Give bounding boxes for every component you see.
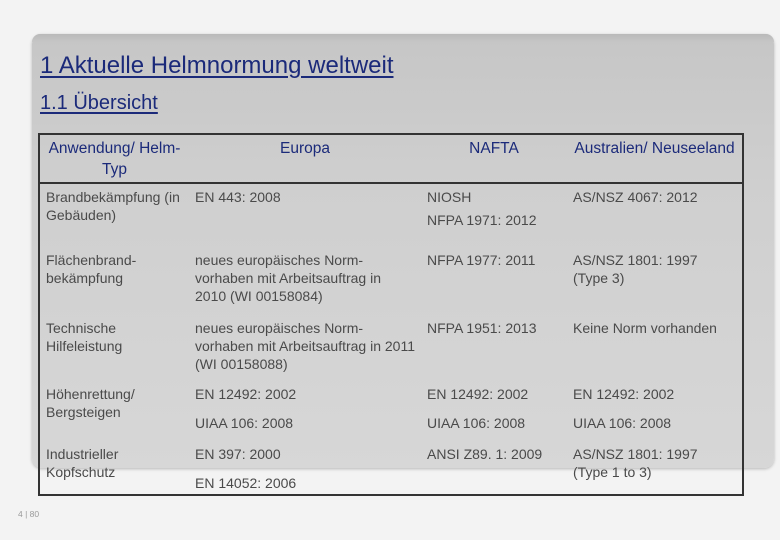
- table-header-row: [39, 134, 743, 183]
- helmet-standards-table: [38, 133, 744, 496]
- cell-australien: [567, 247, 743, 315]
- slide-subtitle: 1.1 Übersicht: [40, 92, 158, 114]
- page-number: 4 | 80: [18, 509, 40, 519]
- cell-australien: [567, 381, 743, 441]
- table-row: [39, 441, 743, 495]
- cell-europa: [189, 381, 421, 441]
- standard-entry: NFPA 1971: 2012: [427, 212, 537, 228]
- panel-header-band: [32, 34, 774, 42]
- standard-entry: NIOSH: [427, 189, 472, 205]
- standard-entry: neues europäisches Norm-vorhaben mit Arbeitsauftrag in 2010 (WI 00158084): [195, 252, 381, 304]
- cell-nafta: [421, 381, 567, 441]
- standard-entry: NFPA 1951: 2013: [427, 320, 537, 336]
- table-row: [39, 315, 743, 381]
- column-header-anwendung: Anwendung/ Helm-Typ: [48, 140, 181, 178]
- standard-entry: NFPA 1977: 2011: [427, 252, 536, 268]
- standard-entry: UIAA 106: 2008: [195, 415, 294, 431]
- cell-europa: [189, 315, 421, 381]
- standard-entry: AS/NSZ 4067: 2012: [573, 189, 698, 205]
- cell-australien: [567, 441, 743, 495]
- cell-anwendung: Technische Hilfeleistung: [46, 320, 123, 354]
- cell-australien: [567, 183, 743, 247]
- standard-entry: Keine Norm vorhanden: [573, 320, 717, 336]
- cell-europa: [189, 183, 421, 247]
- cell-australien: [567, 315, 743, 381]
- standard-entry: EN 14052: 2006: [195, 475, 297, 491]
- standard-entry: UIAA 106: 2008: [427, 415, 526, 431]
- standard-entry: neues europäisches Norm-vorhaben mit Arbeitsauftrag in 2011 (WI 00158088): [195, 320, 415, 372]
- slide-title: 1 Aktuelle Helmnormung weltweit: [40, 52, 394, 79]
- standard-entry: EN 12492: 2002: [195, 386, 297, 402]
- standard-entry: EN 12492: 2002: [427, 386, 529, 402]
- column-header-europa: Europa: [280, 140, 330, 157]
- cell-nafta: [421, 441, 567, 495]
- cell-anwendung: Industrieller Kopfschutz: [46, 446, 119, 480]
- cell-europa: [189, 247, 421, 315]
- standard-entry: EN 397: 2000: [195, 446, 281, 462]
- cell-nafta: [421, 315, 567, 381]
- cell-anwendung: Höhenrettung/ Bergsteigen: [46, 386, 135, 420]
- column-header-nafta: NAFTA: [469, 140, 519, 157]
- cell-nafta: [421, 247, 567, 315]
- table-row: [39, 381, 743, 441]
- cell-anwendung: Brandbekämpfung (in Gebäuden): [46, 189, 180, 223]
- standard-entry: AS/NSZ 1801: 1997 (Type 3): [573, 252, 698, 286]
- cell-europa: [189, 441, 421, 495]
- standard-entry: UIAA 106: 2008: [573, 415, 672, 431]
- standard-entry: EN 12492: 2002: [573, 386, 675, 402]
- cell-nafta: [421, 183, 567, 247]
- standard-entry: EN 443: 2008: [195, 189, 281, 205]
- table-row: [39, 183, 743, 247]
- standard-entry: ANSI Z89. 1: 2009: [427, 446, 543, 462]
- standard-entry: AS/NSZ 1801: 1997 (Type 1 to 3): [573, 446, 698, 480]
- cell-anwendung: Flächenbrand-bekämpfung: [46, 252, 137, 286]
- table-row: [39, 247, 743, 315]
- column-header-australien: Australien/ Neuseeland: [574, 140, 735, 157]
